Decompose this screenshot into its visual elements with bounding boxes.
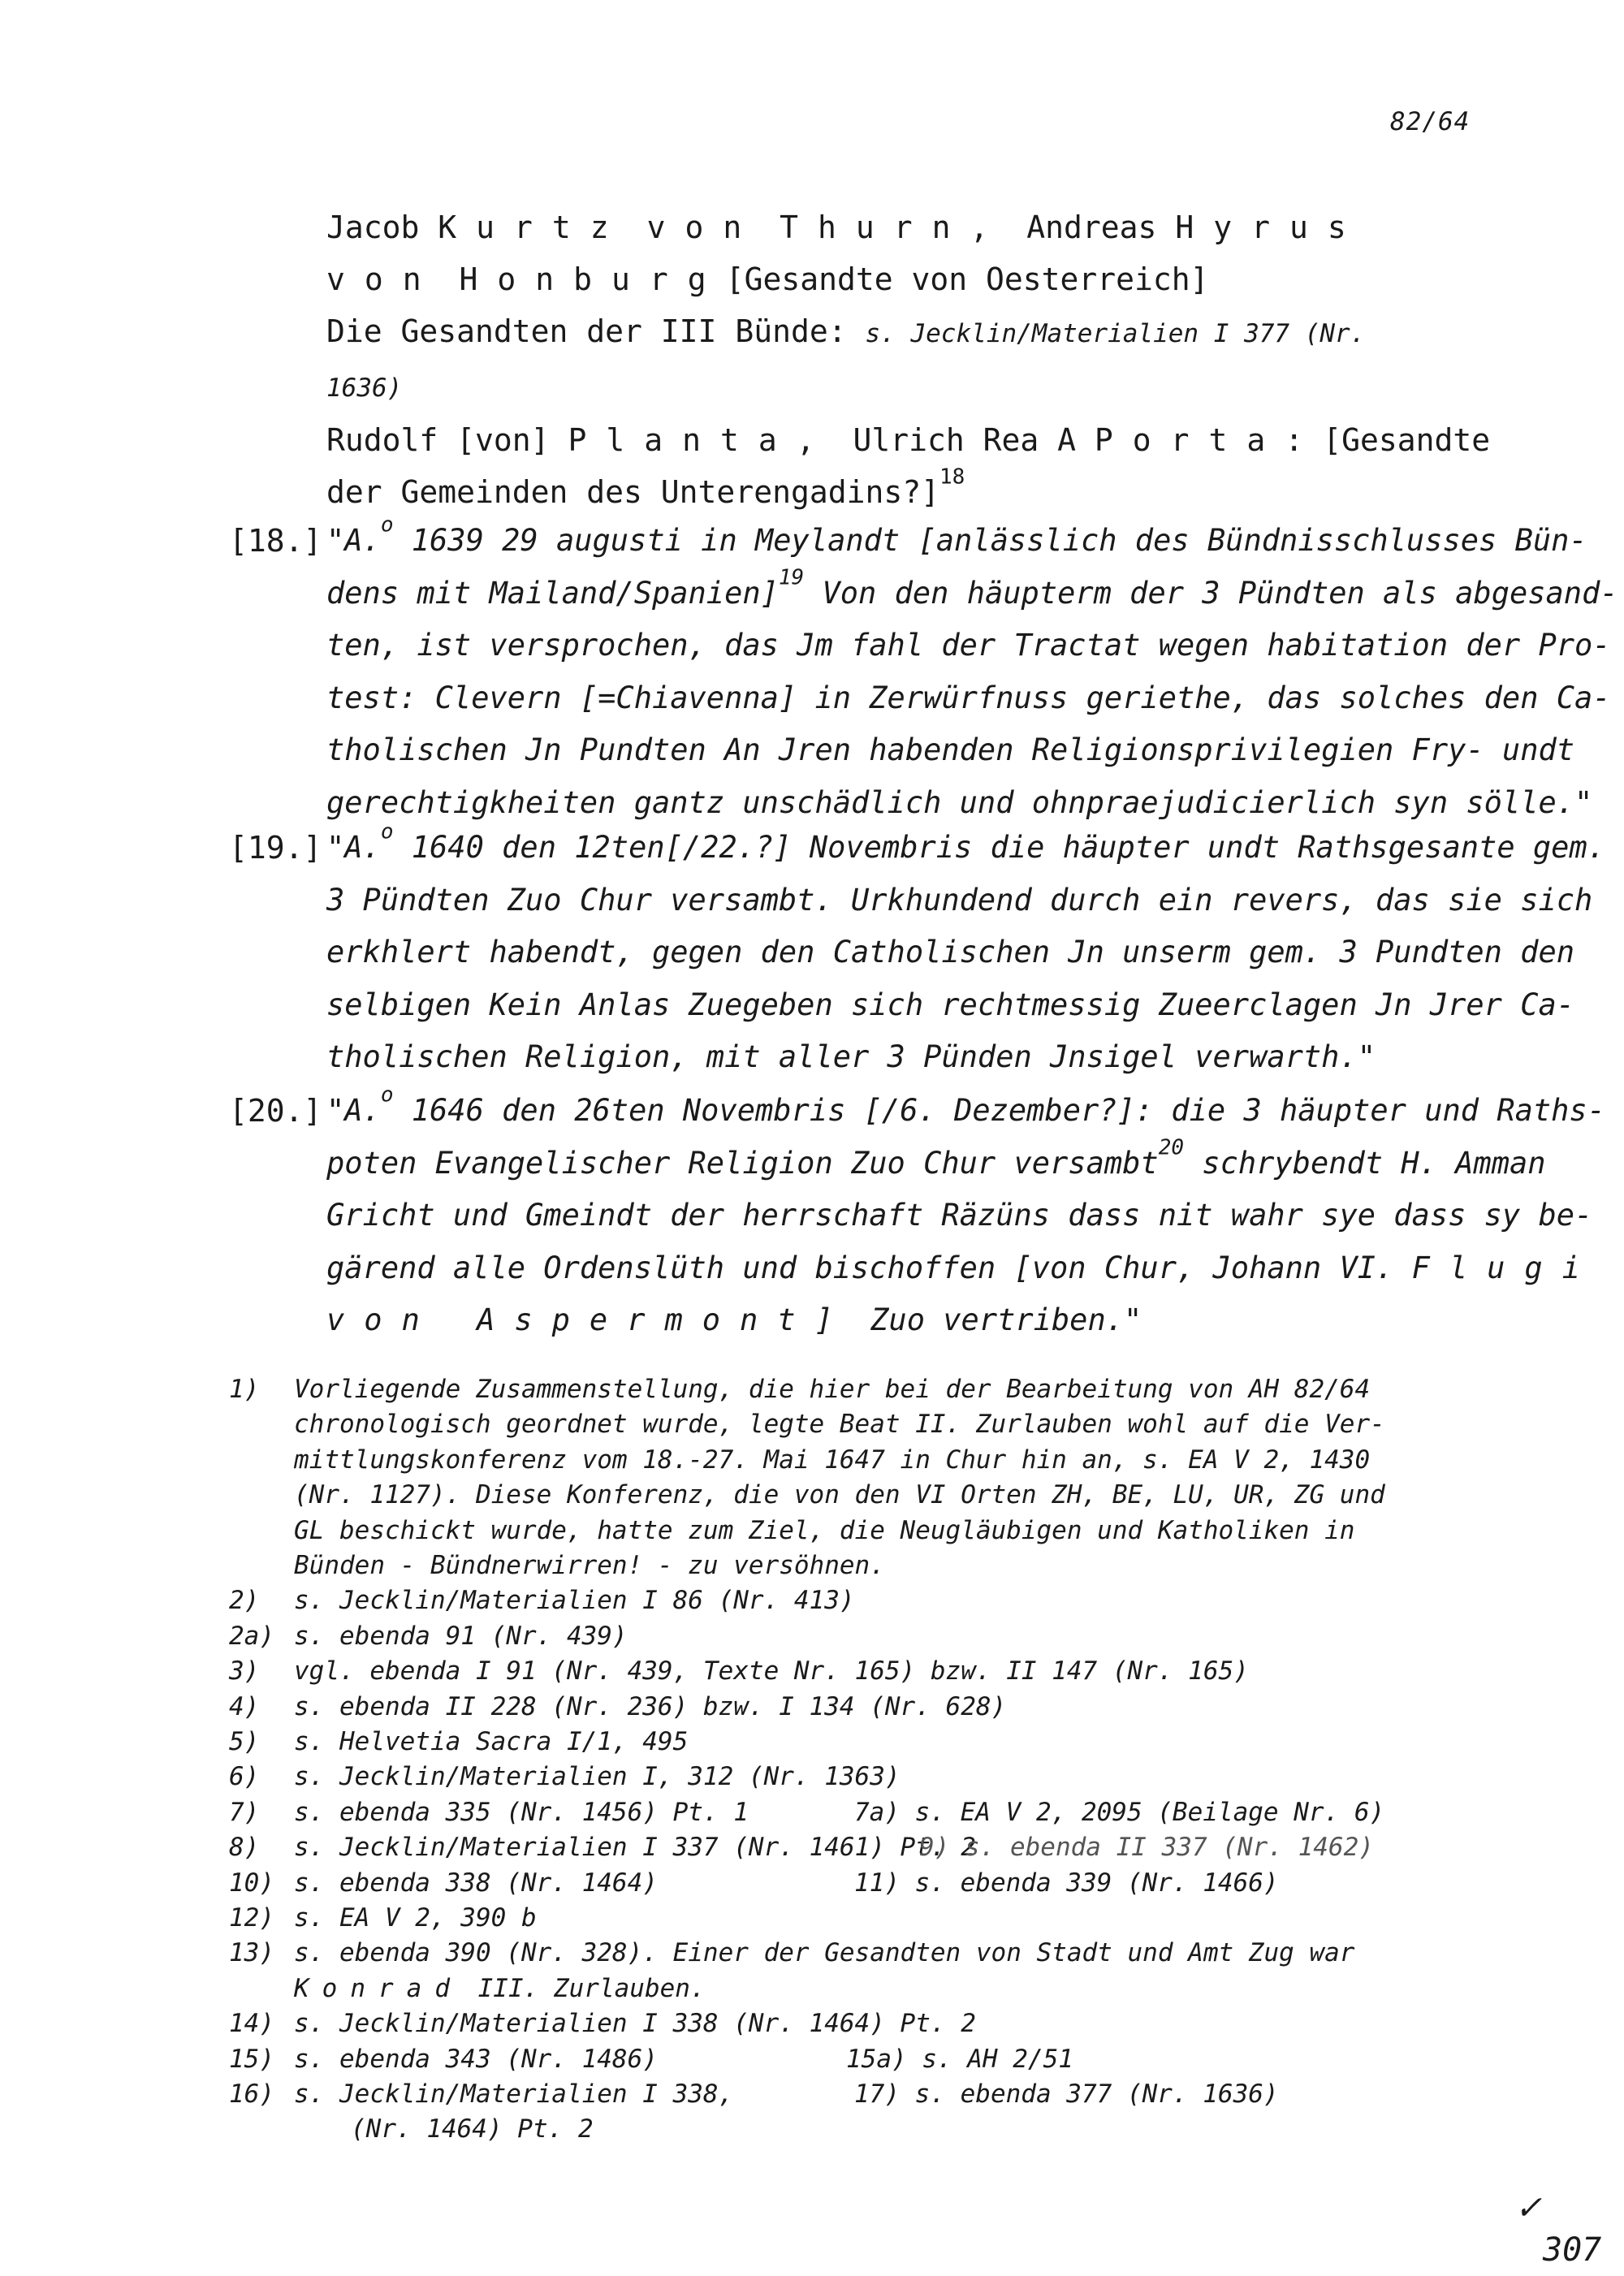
entry-text: Von den häupterm der 3 Pündten als abgesand- xyxy=(804,575,1618,611)
note-text xyxy=(294,1372,1385,1583)
header-line-4 xyxy=(326,360,1528,414)
entry-body xyxy=(326,1082,1605,1347)
flugi-spaced: Flugi xyxy=(1411,1250,1600,1285)
footnote-14 xyxy=(229,2006,1593,2041)
note-number: 1) xyxy=(229,1375,260,1404)
note-number: 14) xyxy=(229,2009,274,2039)
note-line: chronologisch geordnet wurde, legte Beat II. Zurlauben wohl auf die Ver- xyxy=(294,1410,1385,1440)
note-11-text: 11) s. ebenda 339 (Nr. 1466) xyxy=(854,1868,1279,1898)
note-text: s. ebenda 390 (Nr. 328). Einer der Gesandten von Stadt und Amt Zug war xyxy=(294,1938,1355,1968)
entry-text: tholischen Jn Pundten An Jren habenden Religionsprivilegien Fry- undt xyxy=(326,732,1575,767)
footnote-3 xyxy=(229,1654,1593,1689)
entry-text: selbigen Kein Anlas Zuegeben sich rechtmessig Zueerclagen Jn Jrer Ca- xyxy=(326,987,1575,1022)
entry-body xyxy=(326,819,1605,1084)
note-number: 2) xyxy=(229,1586,260,1616)
entry-text: schrybendt H. Amman xyxy=(1184,1145,1546,1181)
header-line-5 xyxy=(326,414,1528,466)
bracket-note: [Gesandte von Oesterreich] xyxy=(725,261,1209,297)
note-number: 12) xyxy=(229,1903,274,1933)
note-text: s. ebenda 343 (Nr. 1486) xyxy=(294,2044,658,2074)
entry-text: Gricht und Gmeindt der herrschaft Räzüns dass nit wahr sye dass sy be- xyxy=(326,1198,1593,1233)
footnote-6 xyxy=(229,1760,1593,1794)
note-number: 6) xyxy=(229,1762,260,1792)
footnote-13 xyxy=(229,1936,1593,1971)
entry-text: "A. xyxy=(326,830,381,865)
name-second-spaced: Hyrus xyxy=(1175,209,1366,245)
konrad-spaced: Konrad xyxy=(294,1973,463,2003)
name-second: Andreas xyxy=(1026,209,1157,245)
note-text: s. Jecklin/Materialien I 338, xyxy=(294,2079,734,2110)
entry-text: 1646 den 26ten Novembris [/6. Dezember?]: die 3 häupter und Raths- xyxy=(393,1093,1605,1128)
entry-text: gerechtigkheiten gantz unschädlich und ohnpraejudicierlich syn sölle." xyxy=(326,784,1593,820)
footnote-ref: 19 xyxy=(778,565,805,590)
footnote-ref: 20 xyxy=(1158,1135,1185,1160)
footnotes xyxy=(229,1372,1593,2148)
planta-spaced: Planta, xyxy=(568,422,835,458)
note-15a-text: 15a) s. AH 2/51 xyxy=(846,2044,1073,2074)
entry-text: ten, ist versprochen, das Jm fahl der Tractat wegen habitation der Pro- xyxy=(326,628,1611,663)
footnote-7 xyxy=(229,1795,1593,1830)
entry-text: dens mit Mailand/Spanien] xyxy=(326,575,779,611)
note-number: 4) xyxy=(229,1691,260,1721)
superscript: o xyxy=(380,512,394,538)
ulrich-text: Ulrich Rea A xyxy=(853,422,1077,458)
gemeinden-text: der Gemeinden des Unterengadins?] xyxy=(326,474,939,510)
name-spaced: Kurtz xyxy=(438,209,628,245)
entry-text: Zuo vertriben." xyxy=(852,1302,1142,1337)
footnote-4 xyxy=(229,1690,1593,1725)
note-text xyxy=(294,1972,706,2006)
note-number: 10) xyxy=(229,1868,274,1898)
footnote-13-cont xyxy=(229,1972,1593,2006)
entry-text: 3 Pündten Zuo Chur versambt. Urkhundend durch ein revers, das sie sich xyxy=(326,882,1593,918)
superscript: o xyxy=(380,1082,394,1108)
note-number: 7) xyxy=(229,1797,260,1827)
entry-text: "A. xyxy=(326,1093,381,1128)
note-number: 16) xyxy=(229,2079,274,2110)
entry-text: poten Evangelischer Religion Zuo Chur versambt xyxy=(326,1145,1159,1181)
footnote-16 xyxy=(229,2077,1593,2112)
header-block xyxy=(326,201,1528,518)
footnote-2 xyxy=(229,1583,1593,1618)
place-spaced: Thurn, xyxy=(780,209,1009,245)
von-spaced-2: von xyxy=(326,261,441,297)
delegates-text: Die Gesandten der III Bünde: xyxy=(326,313,847,349)
name-first: Jacob xyxy=(326,209,420,245)
entry-text: erkhlert habendt, gegen den Catholischen Jn unserm gem. 3 Pundten den xyxy=(326,935,1575,970)
note-text: s. Jecklin/Materialien I 338 (Nr. 1464) Pt. 2 xyxy=(294,2009,976,2039)
delegates-ref-cont: 1636) xyxy=(326,374,403,403)
superscript: o xyxy=(380,819,394,844)
rudolf-text: Rudolf [von] xyxy=(326,422,550,458)
note-17-text: 17) s. ebenda 377 (Nr. 1636) xyxy=(854,2079,1279,2110)
header-line-3 xyxy=(326,305,1528,360)
note-line: (Nr. 1127). Diese Konferenz, die von den VI Orten ZH, BE, LU, UR, ZG und xyxy=(294,1480,1385,1510)
entry-number: [20.] xyxy=(229,1093,322,1129)
header-line-6 xyxy=(326,466,1528,518)
note-text: s. ebenda 91 (Nr. 439) xyxy=(294,1621,628,1651)
entry-text: 1640 den 12ten[/22.?] Novembris die häupter undt Rathsgesante gem. xyxy=(393,830,1605,865)
note-text-rest: III. Zurlauben. xyxy=(462,1973,706,2003)
aspermont-spaced: von Aspermont] xyxy=(326,1302,853,1337)
footnote-10 xyxy=(229,1866,1593,1901)
note-9-text: 9) s. ebenda II 337 (Nr. 1462) xyxy=(919,1833,1374,1863)
note-text: (Nr. 1464) Pt. 2 xyxy=(351,2114,594,2144)
note-line: Bünden - Bündnerwirren! - zu versöhnen. xyxy=(294,1551,885,1581)
footnote-ref: 18 xyxy=(939,464,965,490)
place-spaced-2: Honburg xyxy=(459,261,726,297)
entry-text: tholischen Religion, mit aller 3 Pünden Jnsigel verwarth." xyxy=(326,1039,1376,1074)
note-text: s. ebenda 338 (Nr. 1464) xyxy=(294,1868,658,1898)
von-spaced: von xyxy=(646,209,762,245)
note-number: 8) xyxy=(229,1833,260,1863)
note-number: 2a) xyxy=(229,1621,274,1651)
note-line: GL beschickt wurde, hatte zum Ziel, die Neugläubigen und Katholiken in xyxy=(294,1515,1355,1545)
note-text: s. Jecklin/Materialien I 86 (Nr. 413) xyxy=(294,1586,855,1616)
note-text: s. ebenda 335 (Nr. 1456) Pt. 1 xyxy=(294,1797,749,1827)
footnote-8 xyxy=(229,1830,1593,1865)
note-text: s. EA V 2, 390 b xyxy=(294,1903,537,1933)
checkmark-icon: ✓ xyxy=(1517,2184,1540,2228)
note-text: s. Jecklin/Materialien I, 312 (Nr. 1363) xyxy=(294,1762,901,1792)
header-line-1 xyxy=(326,201,1528,253)
entry-text: "A. xyxy=(326,523,381,558)
note-text: vgl. ebenda I 91 (Nr. 439, Texte Nr. 165) bzw. II 147 (Nr. 165) xyxy=(294,1656,1249,1686)
note-number: 15) xyxy=(229,2044,274,2074)
porta-spaced: Porta: xyxy=(1094,422,1324,458)
footnote-12 xyxy=(229,1901,1593,1936)
footnote-5 xyxy=(229,1725,1593,1760)
gesandte-text: [Gesandte xyxy=(1323,422,1491,458)
footnote-1 xyxy=(229,1372,1593,1583)
header-line-2 xyxy=(326,253,1528,305)
delegates-ref: s. Jecklin/Materialien I 377 (Nr. xyxy=(865,319,1366,348)
entry-text: gärend alle Ordenslüth und bischoffen [von Chur, Johann VI. xyxy=(326,1250,1394,1285)
note-text: s. ebenda II 228 (Nr. 236) bzw. I 134 (Nr. 628) xyxy=(294,1691,1007,1721)
entry-number: [18.] xyxy=(229,523,322,559)
footnote-2a xyxy=(229,1619,1593,1654)
entry-text: 1639 29 augusti in Meylandt [anlässlich des Bündnisschlusses Bün- xyxy=(393,523,1587,558)
note-number: 5) xyxy=(229,1727,260,1757)
note-number: 13) xyxy=(229,1938,274,1968)
note-line: mittlungskonferenz vom 18.-27. Mai 1647 in Chur hin an, s. EA V 2, 1430 xyxy=(294,1445,1371,1475)
note-text: s. Helvetia Sacra I/1, 495 xyxy=(294,1727,689,1757)
note-7a-text: 7a) s. EA V 2, 2095 (Beilage Nr. 6) xyxy=(854,1797,1385,1827)
note-text: s. Jecklin/Materialien I 337 (Nr. 1461) Pt. 2 xyxy=(294,1833,976,1863)
note-line: Vorliegende Zusammenstellung, die hier bei der Bearbeitung von AH 82/64 xyxy=(294,1375,1371,1404)
page-number: 82/64 xyxy=(1390,107,1471,136)
footnote-15 xyxy=(229,2042,1593,2077)
entry-body xyxy=(326,512,1618,829)
note-number: 3) xyxy=(229,1656,260,1686)
footnote-16-cont xyxy=(229,2112,1593,2147)
handwritten-page-number: 307 xyxy=(1543,2231,1602,2269)
entry-number: [19.] xyxy=(229,830,322,866)
entry-text: test: Clevern [=Chiavenna] in Zerwürfnuss geriethe, das solches den Ca- xyxy=(326,680,1611,715)
